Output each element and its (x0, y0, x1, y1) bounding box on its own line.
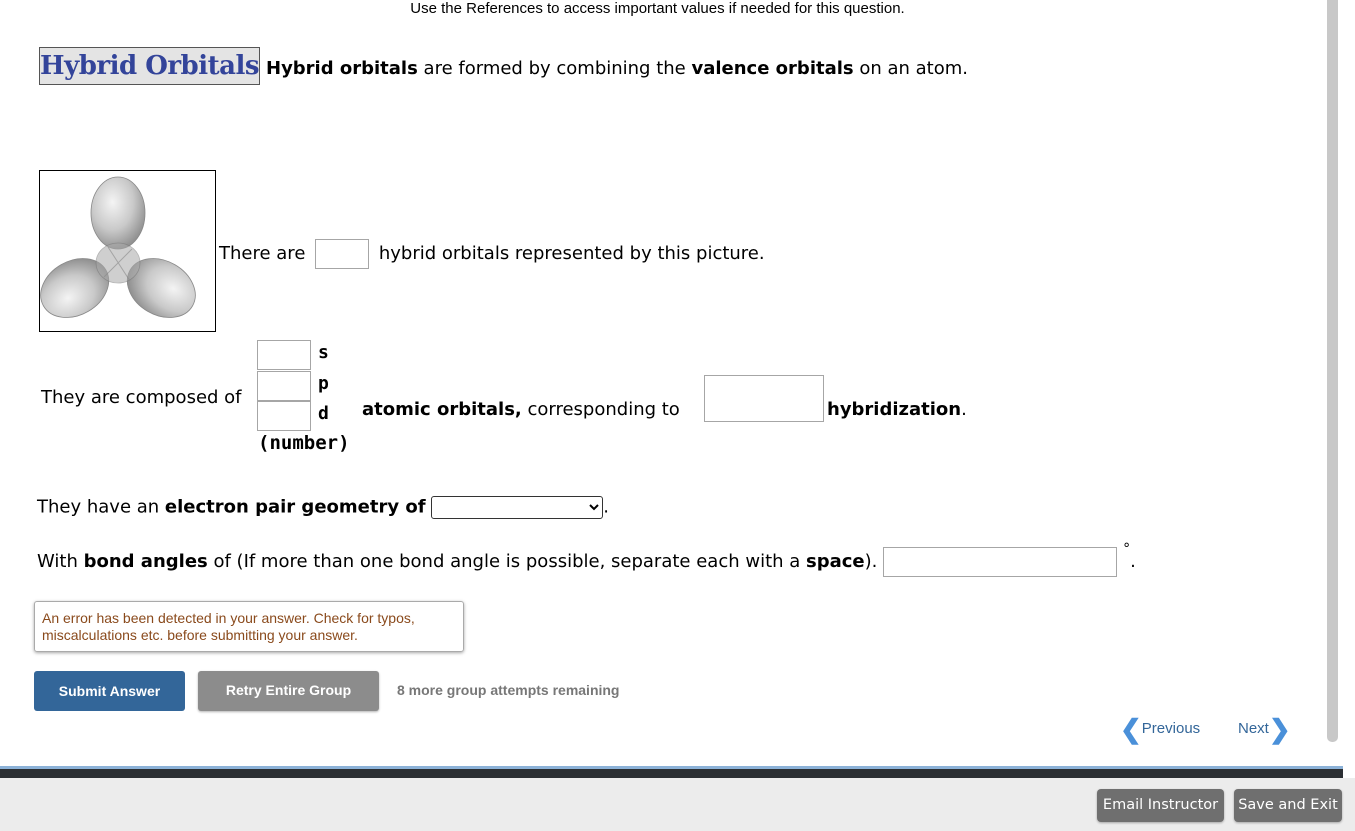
corresponding-text: corresponding to (521, 399, 680, 420)
p-orbital-label: p (318, 373, 329, 394)
composed-of-label: They are composed of (41, 387, 242, 408)
hybridization-period: . (961, 399, 967, 420)
angles-mid: of (If more than one bond angle is possible, separate each with a (207, 551, 807, 572)
email-instructor-button[interactable]: Email Instructor (1097, 789, 1224, 822)
geometry-prefix: They have an (37, 496, 165, 518)
q1-prefix: There are (219, 243, 306, 264)
next-link[interactable] (1238, 714, 1291, 744)
chevron-left-icon: ❮ (1120, 714, 1142, 744)
geometry-bold: electron pair geometry of (164, 496, 426, 518)
question-geometry (37, 496, 609, 519)
question-bond-angles (37, 541, 1136, 577)
angles-period: . (1130, 551, 1136, 572)
degree-symbol: ° (1123, 541, 1131, 557)
chevron-right-icon: ❯ (1268, 714, 1291, 744)
d-orbital-input[interactable] (257, 401, 311, 431)
s-orbital-input[interactable] (257, 340, 311, 370)
intro-end: on an atom. (853, 58, 969, 79)
hybridization-input[interactable] (704, 375, 824, 422)
geometry-period: . (603, 496, 610, 518)
atomic-orbitals-bold: atomic orbitals, (362, 399, 522, 420)
intro-term-valence: valence orbitals (691, 58, 854, 79)
d-orbital-label: d (318, 403, 329, 424)
section-title-banner: Hybrid Orbitals (39, 47, 260, 85)
geometry-select[interactable] (431, 496, 603, 519)
q1-suffix: hybrid orbitals represented by this picture. (378, 243, 765, 264)
angles-space-bold: space (806, 551, 865, 572)
orbital-count-input[interactable] (315, 239, 369, 269)
footer-divider (0, 769, 1343, 778)
atomic-orbitals-text (362, 399, 680, 420)
submit-answer-button[interactable]: Submit Answer (34, 671, 185, 711)
retry-entire-group-button[interactable]: Retry Entire Group (198, 671, 379, 711)
attempts-remaining: 8 more group attempts remaining (397, 682, 620, 698)
number-note: (number) (258, 432, 350, 454)
next-label: Next (1238, 719, 1269, 737)
save-and-exit-button[interactable]: Save and Exit (1234, 789, 1342, 822)
hybridization-bold: hybridization (827, 399, 962, 420)
angles-prefix: With (37, 551, 84, 572)
angles-end: ). (864, 551, 878, 572)
scrollbar-thumb[interactable] (1327, 0, 1338, 742)
question-orbital-count (219, 239, 765, 269)
previous-label: Previous (1141, 719, 1201, 737)
references-note: Use the References to access important values if needed for this question. (410, 0, 905, 17)
s-orbital-label: s (318, 342, 329, 363)
trigonal-orbital-image (39, 170, 216, 332)
bond-angle-input[interactable] (883, 547, 1117, 577)
angles-bold: bond angles (83, 551, 208, 572)
orbital-lobes-drawing (40, 171, 215, 331)
p-orbital-input[interactable] (257, 371, 311, 401)
error-message: An error has been detected in your answer. Check for typos, miscalculations etc. before submitting your answer. (34, 601, 464, 652)
intro-text (266, 58, 968, 79)
intro-mid: are formed by combining the (417, 58, 692, 79)
previous-link[interactable] (1120, 714, 1201, 744)
intro-term-hybrid: Hybrid orbitals (266, 58, 418, 79)
hybridization-label (827, 399, 967, 420)
